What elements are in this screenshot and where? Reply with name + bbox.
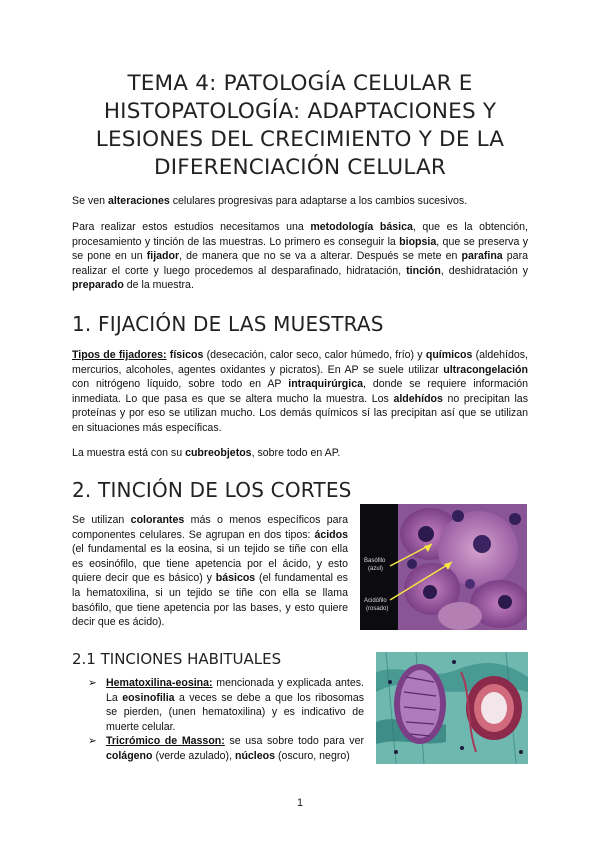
document-title: TEMA 4: PATOLOGÍA CELULAR E HISTOPATOLOGÍA: ADAPTACIONES Y LESIONES DEL CRECIMIENTO Y DE LA DIFERENCIACIÓN CELULAR xyxy=(95,71,505,180)
text-run: mencionada y explicada antes. La xyxy=(106,677,364,704)
page-number: 1 xyxy=(296,797,304,809)
text-run: (aldehídos, mercurios, alcoholes, agentes oxidantes y picratos). En AP se suele utilizar xyxy=(72,349,529,376)
text-run: Para realizar estos estudios necesitamos una xyxy=(72,221,311,233)
bold-term: fijador xyxy=(146,250,180,263)
bold-term: intraquirúrgica xyxy=(288,378,364,391)
bold-term: alteraciones xyxy=(107,195,170,207)
section-heading-fijacion: 1. FIJACIÓN DE LAS MUESTRAS xyxy=(72,312,384,336)
figure-label-acidofilo: Acidófilo xyxy=(364,598,387,604)
bold-term: preparado xyxy=(72,279,124,292)
bold-term: ácidos xyxy=(314,528,348,541)
text-run: a veces se debe a que los ribosomas se pierden, (unen hematoxilina) y es indicativo de muerte celular. xyxy=(106,691,365,733)
list-item-masson xyxy=(88,734,364,763)
text-run: se usa sobre todo para ver xyxy=(224,735,364,748)
text-run: de la muestra. xyxy=(123,279,194,292)
bold-term: colágeno xyxy=(106,749,153,762)
text-run: para realizar el corte y luego procedemos al desparafinado, hidratación, xyxy=(72,250,528,277)
text-run: , donde se requiere información inmediata. Lo que pasa es que se altera mucho la muestra. Los xyxy=(72,378,528,405)
bold-term: eosinofilia xyxy=(122,691,175,704)
underlined-label: Tricrómico de Masson: xyxy=(106,735,225,748)
bold-term: físicos xyxy=(169,349,204,361)
text-run: , de manera que no se va a alterar. Después se mete en xyxy=(179,250,462,263)
arrow-bullet-icon: ➢ xyxy=(88,677,97,689)
text-run: con nitrógeno líquido, sobre todo en AP xyxy=(72,378,289,391)
text-run: , sobre todo en AP. xyxy=(251,447,341,459)
text-run: (el fundamental es la eosina, si un tejido se tiñe con ella es eosinófilo, que tiene apetencia por el ácido, y esto quiere decir que es básico) y xyxy=(72,543,348,585)
bold-term: parafina xyxy=(461,250,503,263)
figure-label-basofilo: Basófilo xyxy=(364,558,386,564)
figure-label-azul: (azul) xyxy=(368,566,384,572)
section1-paragraph-2 xyxy=(72,446,528,461)
histology-image-masson-trichrome xyxy=(376,652,528,764)
text-run: , que se preserva y se pone en un xyxy=(72,235,528,263)
text-run: Se utilizan xyxy=(72,514,131,526)
text-run: (verde azulado), xyxy=(152,749,235,762)
underlined-label: Tipos de fijadores: xyxy=(72,349,167,361)
bold-term: cubreobjetos xyxy=(185,447,252,459)
text-run: celulares progresivas para adaptarse a los cambios sucesivos. xyxy=(169,195,468,207)
bold-term: básicos xyxy=(215,572,256,585)
section-heading-tincion: 2. TINCIÓN DE LOS CORTES xyxy=(72,478,352,502)
text-run: , que es la obtención, procesamiento y tinción de las muestras. Lo primero es conseguir la xyxy=(72,221,528,248)
bold-term: aldehídos xyxy=(393,392,443,405)
bold-term: químicos xyxy=(425,349,473,361)
bold-term: metodología básica xyxy=(310,221,413,233)
text-run: La muestra está con su xyxy=(72,447,186,459)
text-run: no precipitan las proteínas y por eso se utilizan mucho. Los demás químicos sí las precipitan así que se utilizan en situaciones más específicas. xyxy=(72,392,528,434)
subsection-heading-tinciones: 2.1 TINCIONES HABITUALES xyxy=(72,650,282,668)
text-run: (el fundamental es la hematoxilina, si un tejido se tiñe con ella se llama basófilo, que tiene apetencia por las bases, y esto quiere decir que es ácido). xyxy=(72,572,348,629)
text-run: Se ven xyxy=(72,195,108,207)
bold-term: biopsia xyxy=(399,235,437,248)
text-run: , deshidratación y xyxy=(440,264,528,277)
arrow-bullet-icon: ➢ xyxy=(88,735,97,748)
bold-term: tinción xyxy=(406,264,441,277)
text-run: más o menos específicos para componentes celulares. Se agrupan en dos tipos: xyxy=(72,514,348,541)
list-item-hematoxilina xyxy=(88,676,364,734)
section1-paragraph-1 xyxy=(72,348,528,436)
text-run: (oscuro, negro) xyxy=(275,749,350,762)
histology-image-basophil-acidophil xyxy=(360,504,527,630)
text-run: (desecación, calor seco, calor húmedo, frío) y xyxy=(203,349,426,361)
intro-paragraph-2 xyxy=(72,220,528,293)
section2-paragraph-1 xyxy=(72,513,348,630)
figure-label-rosado: (rosado) xyxy=(366,606,389,612)
tinciones-list xyxy=(88,676,364,764)
bold-term: colorantes xyxy=(130,514,185,526)
bold-term: núcleos xyxy=(234,749,276,762)
underlined-label: Hematoxilina-eosina: xyxy=(106,677,213,689)
bold-term: ultracongelación xyxy=(443,363,528,376)
intro-paragraph-1 xyxy=(72,194,528,209)
